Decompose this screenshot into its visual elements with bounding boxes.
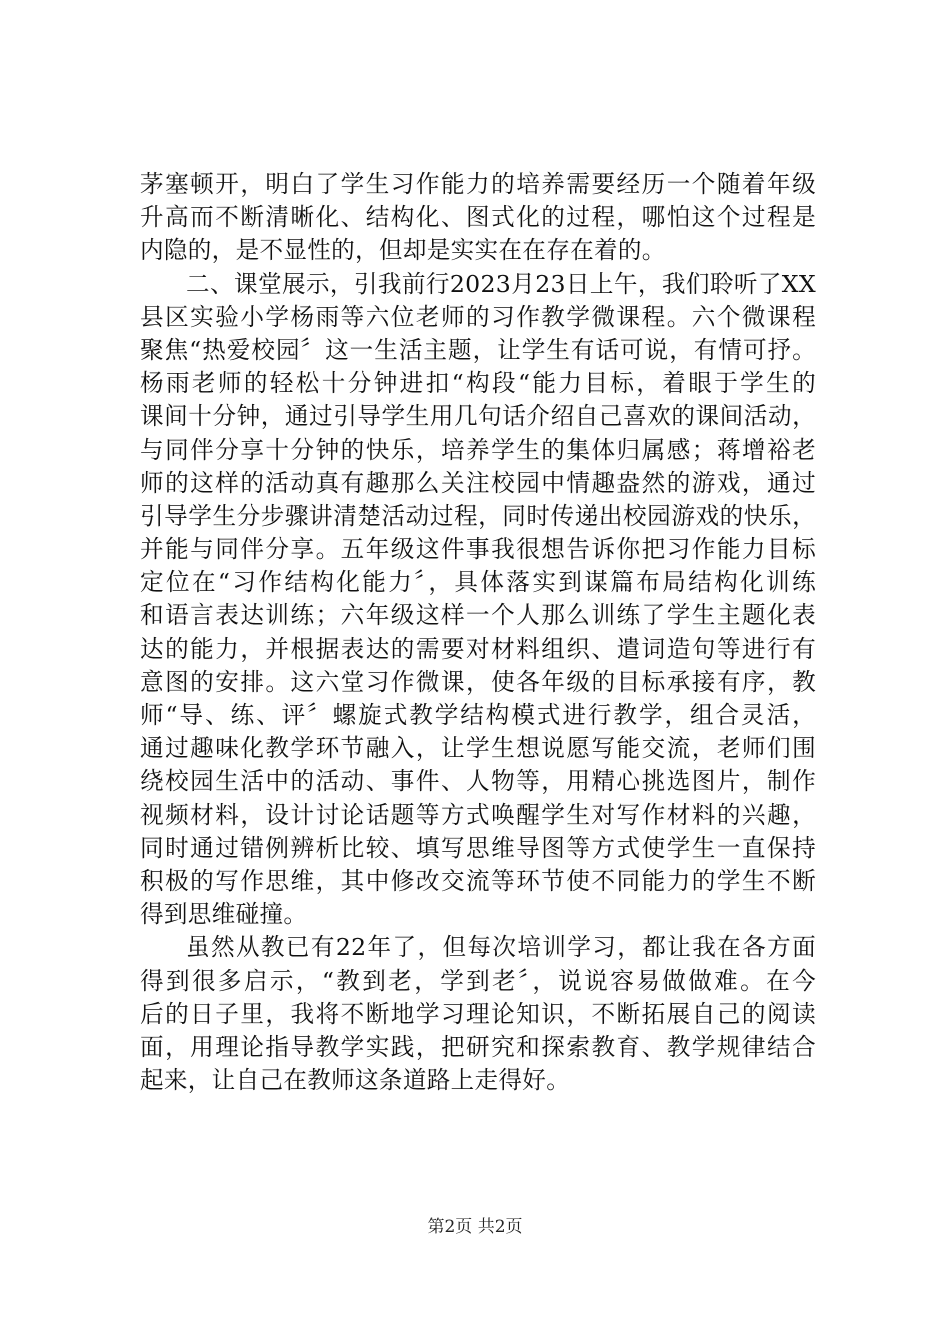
text-line: 同时通过错例辨析比较、填写思维导图等方式使学生一直保持: [140, 833, 816, 862]
text-line: 二、课堂展示，引我前行2023月23日上午，我们聆听了XX: [186, 269, 816, 298]
text-line: 聚焦“热爱校园〞这一生活主题，让学生有话可说，有情可抒。: [140, 335, 816, 364]
text-line: 内隐的，是不显性的，但却是实实在在存在着的。: [140, 236, 666, 265]
text-line: 视频材料，设计讨论话题等方式唤醒学生对写作材料的兴趣，: [140, 800, 816, 829]
text-line: 茅塞顿开，明白了学生习作能力的培养需要经历一个随着年级: [140, 170, 816, 198]
page-footer: 第2页 共2页: [427, 1217, 523, 1237]
paragraph-2: [140, 268, 816, 932]
text-line: 面，用理论指导教学实践，把研究和探索教育、教学规律结合: [140, 1032, 816, 1061]
text-line: 定位在“习作结构化能力〞，具体落实到谋篇布局结构化训练: [140, 568, 816, 597]
text-line: 与同伴分享十分钟的快乐，培养学生的集体归属感；蒋增裕老: [140, 435, 816, 464]
text-line: 达的能力，并根据表达的需要对材料组织、遣词造句等进行有: [140, 634, 816, 663]
text-line: 后的日子里，我将不断地学习理论知识，不断拓展自己的阅读: [140, 999, 816, 1028]
text-line: 积极的写作思维，其中修改交流等环节使不同能力的学生不断: [140, 866, 816, 895]
document-body: [140, 168, 816, 1097]
text-line: 绕校园生活中的活动、事件、人物等，用精心挑选图片，制作: [140, 767, 816, 796]
text-line: 课间十分钟，通过引导学生用几句话介绍自己喜欢的课间活动，: [140, 402, 816, 431]
text-line: 引导学生分步骤讲清楚活动过程，同时传递出校园游戏的快乐，: [140, 501, 816, 530]
text-line: 意图的安排。这六堂习作微课，使各年级的目标承接有序，教: [140, 667, 816, 696]
paragraph-3: [140, 931, 816, 1097]
text-line: 师的这样的活动真有趣那么关注校园中情趣盎然的游戏，通过: [140, 468, 816, 497]
text-line: 和语言表达训练；六年级这样一个人那么训练了学生主题化表: [140, 601, 816, 630]
text-line: 得到思维碰撞。: [140, 900, 308, 929]
text-line: 师“导、练、评〞螺旋式教学结构模式进行教学，组合灵活，: [140, 701, 816, 729]
text-line: 杨雨老师的轻松十分钟进扣“构段“能力目标，着眼于学生的: [140, 369, 816, 398]
text-line: 虽然从教已有22年了，但每次培训学习，都让我在各方面: [186, 933, 816, 962]
text-line: 起来，让自己在教师这条道路上走得好。: [140, 1066, 571, 1095]
paragraph-1: [140, 168, 816, 268]
text-line: 通过趣味化教学环节融入，让学生想说愿写能交流，老师们围: [140, 734, 816, 763]
text-line: 县区实验小学杨雨等六位老师的习作教学微课程。六个微课程: [140, 302, 816, 331]
text-line: 并能与同伴分享。五年级这件事我很想告诉你把习作能力目标: [140, 535, 816, 564]
text-line: 升高而不断清晰化、结构化、图式化的过程，哪怕这个过程是: [140, 203, 816, 232]
text-line: 得到很多启示，“教到老，学到老〞，说说容易做做难。在今: [140, 966, 816, 995]
